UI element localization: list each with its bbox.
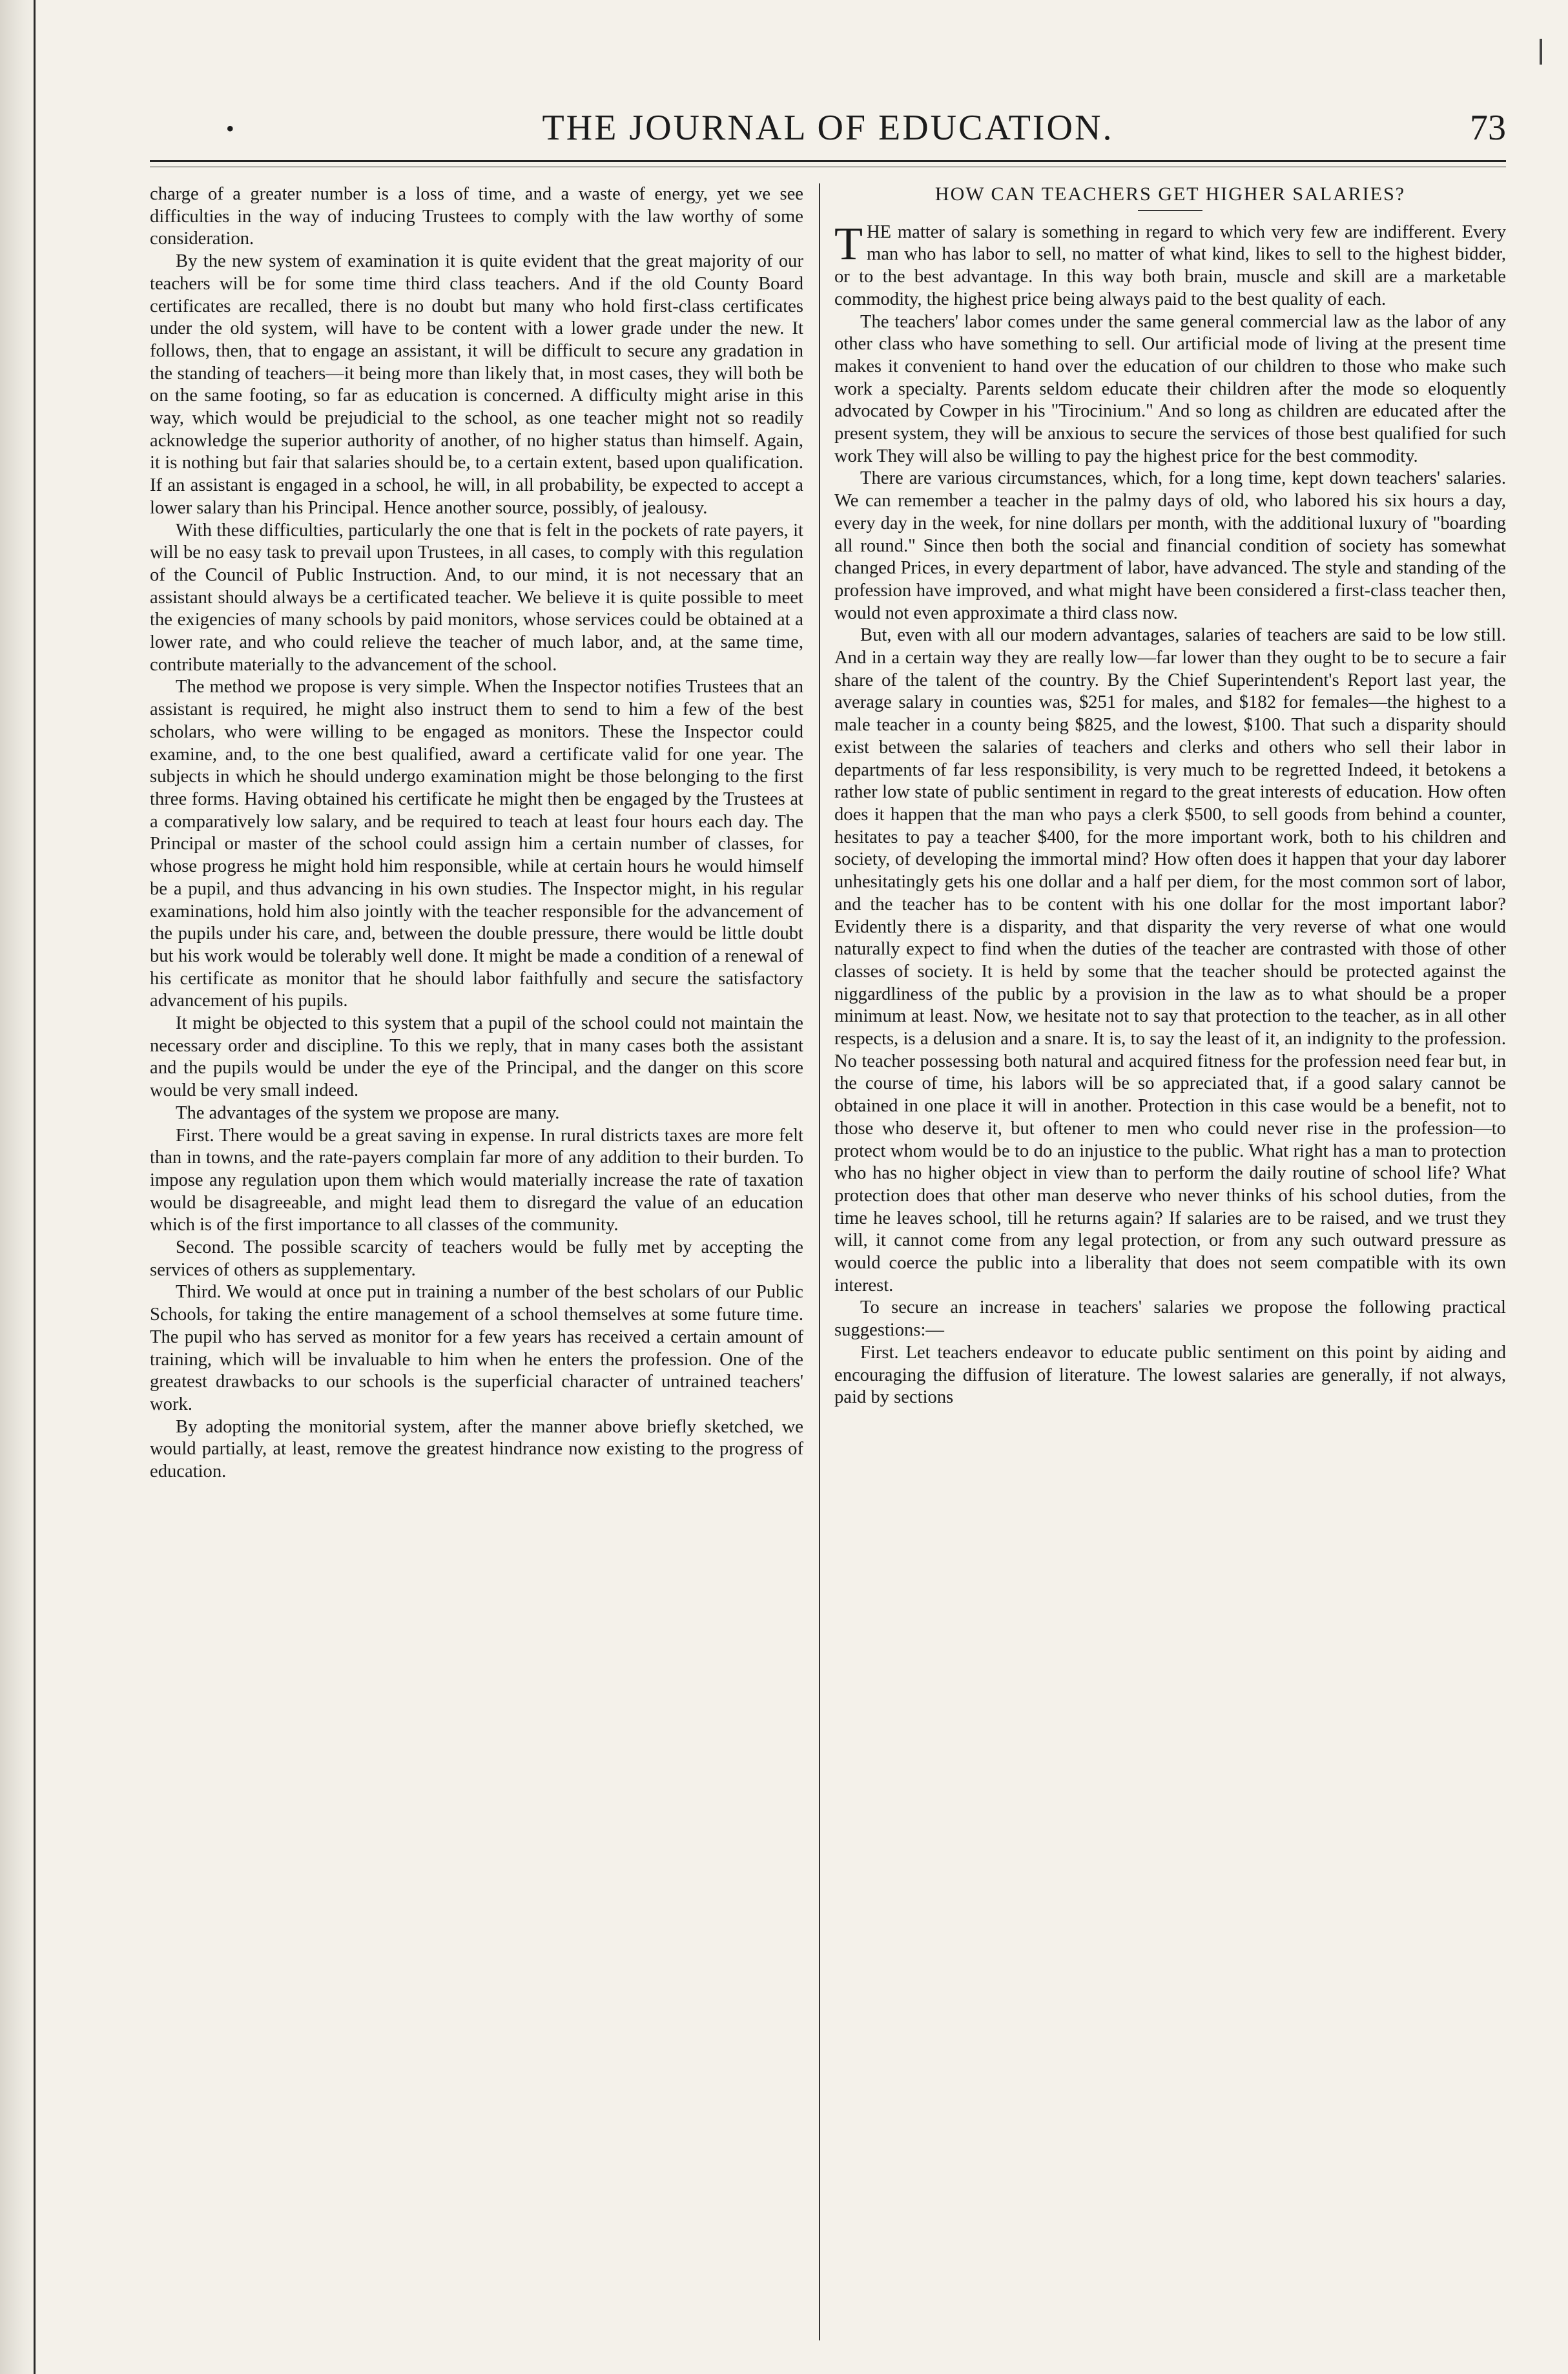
paragraph: Third. We would at once put in training a number of the best scholars of our Public Schools, for taking the entire management of a school themselves at some future time. The pupil who has served as monitor for a few years has received a certain amount of training, which will be invaluable to him when he enters the profession. One of the greatest drawbacks to our schools is the superficial character of untrained teachers' work.	[150, 1282, 803, 1414]
paragraph: Second. The possible scarcity of teachers would be fully met by accepting the services of others as supplementary.	[150, 1237, 803, 1280]
paragraph: By the new system of examination it is quite evident that the great majority of our teachers will be for some time third class teachers. And if the old County Board certificates are recalled, there is no doubt but many who hold first-class certificates under the old system, will have to be content with a lower grade under the new. It follows, then, that to engage an assistant, it will be difficult to secure any gradation in the standing of teachers—it being more than likely that, in most cases, they will both be on the same footing, so far as education is concerned. A difficulty might arise in this way, which would be prejudicial to the school, as one teacher might not so readily acknowledge the superior authority of another, of no higher status than himself. Again, it is nothing but fair that salaries should be, to a certain extent, based upon qualification. If an assistant is engaged in a school, he will, in all probability, be expected to accept a lower salary than his Principal. Hence another source, possibly, of jealousy.	[150, 251, 803, 518]
journal-page	[150, 103, 1506, 2351]
left-column	[150, 183, 803, 2340]
paragraph: It might be objected to this system that a pupil of the school could not maintain the necessary order and discipline. To this we reply, that in many cases both the assistant and the pupils would be under the eye of the Principal, and the danger on this score would be very small indeed.	[150, 1013, 803, 1101]
paragraph: By adopting the monitorial system, after the manner above briefly sketched, we would partially, at least, remove the greatest hindrance now existing to the progress of education.	[150, 1416, 803, 1482]
paragraph: But, even with all our modern advantages, salaries of teachers are said to be low still. And in a certain way they are really low—far lower than they ought to be to secure a fair share of the talent of the country. By the Chief Superintendent's Report last year, the average salary in counties was, $251 for males, and $182 for females—the highest to a male teacher in a county being $825, and the lowest, $100. That such a disparity should exist between the salaries of teachers and clerks and others who sell their labor in departments of far less responsibility, is very much to be regretted Indeed, it betokens a rather low state of public sentiment in regard to the great interests of education. How often does it happen that the man who pays a clerk $500, to sell goods from behind a counter, hesitates to pay a teacher $400, for the more important work, both to his children and society, of developing the immortal mind? How often does it happen that your day laborer unhesitatingly gets his one dollar and a half per diem, for the most common sort of labor, and the teacher has to be content with his one dollar for the most important labor? Evidently there is a disparity, and that disparity the very reverse of what one would naturally expect to find when the duties of the teacher are contrasted with those of other classes of society. It is held by some that the teacher should be protected against the niggardliness of the public by a provision in the law as to what should be a proper minimum at least. Now, we hesitate not to say that protection to the teacher, as in all other respects, is a delusion and a snare. It is, to say the least of it, an indignity to the profession. No teacher possessing both natural and acquired fitness for the profession need fear but, in the course of time, his labors will be so appreciated that, if a good salary cannot be obtained in one place it will in another. Protection in this case would be a benefit, not to those who deserve it, but oftener to men who could never rise in the profession—to protect whom would be to do an injustice to the public. What right has a man to protection who has no higher object in view than to perform the daily routine of school life? What protection does that other man deserve who never thinks of his school duties, from the time he leaves school, till he returns again? If salaries are to be raised, and we trust they will, it cannot come from any legal protection, or from any such outward pressure as would coerce the public into a liberality that does not seem compatible with its own interest.	[834, 625, 1506, 1295]
paragraph: First. Let teachers endeavor to educate public sentiment on this point by aiding and encouraging the diffusion of literature. The lowest salaries are generally, if not always, paid by sections	[834, 1342, 1506, 1408]
page-number: 73	[1470, 108, 1506, 148]
first-paragraph	[834, 217, 1506, 311]
journal-title: THE JOURNAL OF EDUCATION.	[542, 108, 1114, 148]
paragraph: To secure an increase in teachers' salaries we propose the following practical suggestions:—	[834, 1297, 1506, 1341]
first-paragraph-text: HE matter of salary is something in regard to which very few are indifferent. Every man who has labor to sell, no matter of what kind, likes to sell to the highest bidder, or to the best advantage. In this way both brain, muscle and skill are a marketable commodity, the highest price being always paid to the best quality of each.	[834, 222, 1506, 309]
drop-cap: T	[834, 217, 863, 269]
paragraph: The teachers' labor comes under the same general commercial law as the labor of any other class who have something to sell. Our artificial mode of living at the present time makes it convenient to hand over the education of our children to those who make such work a specialty. Parents seldom educate their children after the mode so eloquently advocated by Cowper in his "Tirocinium." And so long as children are educated after the present system, they will be anxious to secure the services of those best qualified for such work They will also be willing to pay the highest price for the best commodity.	[834, 311, 1506, 466]
running-header	[150, 103, 1506, 155]
binding-edge-line	[34, 0, 36, 2374]
paragraph: With these difficulties, particularly the one that is felt in the pockets of rate payers, it will be no easy task to prevail upon Trustees, in all cases, to comply with this regulation of the Council of Public Instruction. And, to our mind, it is not necessary that an assistant should always be a certificated teacher. We believe it is quite possible to meet the exigencies of many schools by paid monitors, whose services could be obtained at a lower rate, and who could relieve the teacher of much labor, and, at the same time, contribute materially to the advancement of the school.	[150, 520, 803, 675]
paragraph: The advantages of the system we propose are many.	[176, 1102, 560, 1123]
paragraph: The method we propose is very simple. When the Inspector notifies Trustees that an assistant is required, he might also instruct them to send to him a few of the best scholars, who were willing to be engaged as monitors. These the Inspector could examine, and, to the one best qualified, award a certificate valid for one year. The subjects in which he should undergo examination might be those belonging to the first three forms. Having obtained his certificate he might then be engaged by the Trustees at a comparatively low salary, and be required to teach at least four hours each day. The Principal or master of the school could assign him a certain number of classes, for whose progress he might hold him responsible, while at certain hours he would himself be a pupil, and thus advancing in his own studies. The Inspector might, in his regular examinations, hold him also jointly with the teacher responsible for the advancement of the pupils under his care, and, between the double pressure, there would be little doubt but his work would be tolerably well done. It might be made a condition of a renewal of his certificate as monitor that he should labor faithfully and secure the satisfactory advancement of his pupils.	[150, 677, 803, 1011]
paragraph: There are various circumstances, which, for a long time, kept down teachers' salaries. We can remember a teacher in the palmy days of old, who labored his six hours a day, every day in the week, for nine dollars per month, with the additional luxury of "boarding all round." Since then both the social and financial condition of society has somewhat changed Prices, in every department of labor, have advanced. The style and standing of the profession have improved, and what might have been considered a first-class teacher then, would not even approximate a third class now.	[834, 468, 1506, 623]
header-rule-thick	[150, 160, 1506, 162]
scan-mark	[1540, 39, 1542, 65]
heading-rule	[1138, 210, 1202, 211]
header-ornament: •	[226, 116, 234, 141]
article-heading: HOW CAN TEACHERS GET HIGHER SALARIES?	[934, 183, 1406, 205]
paragraph: charge of a greater number is a loss of time, and a waste of energy, yet we see difficulties in the way of inducing Trustees to comply with the law worthy of some consideration.	[150, 184, 803, 249]
page-binding-shadow	[0, 0, 37, 2374]
column-divider	[819, 183, 820, 2340]
right-column	[834, 183, 1506, 2340]
paragraph: First. There would be a great saving in expense. In rural districts taxes are more felt than in towns, and the rate-payers complain far more of any addition to their burden. To impose any regulation upon them which would materially increase the rate of taxation would be disagreeable, and might lead them to disregard the value of an education which is of the first importance to all classes of the community.	[150, 1125, 803, 1235]
